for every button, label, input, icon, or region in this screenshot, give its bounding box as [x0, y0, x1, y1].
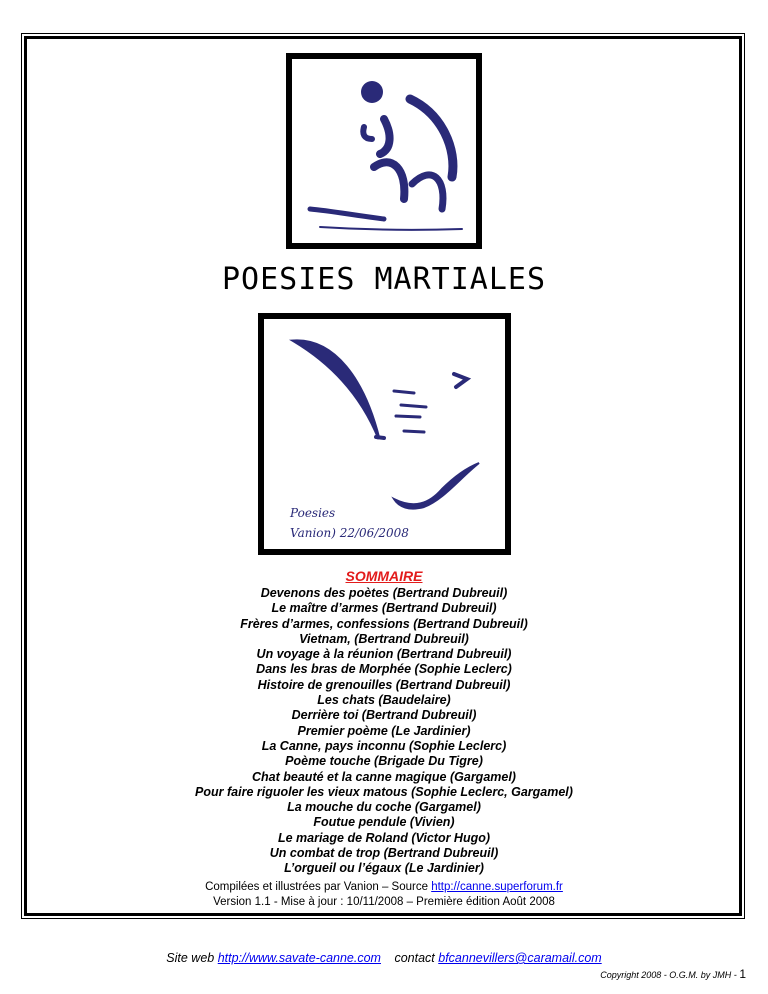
toc-item: L’orgueil ou l’égaux (Le Jardinier): [284, 861, 484, 876]
page-number: 1: [739, 967, 746, 981]
toc-item: Premier poème (Le Jardinier): [297, 723, 471, 738]
contact-email-link[interactable]: bfcannevillers@caramail.com: [438, 951, 602, 965]
toc-item: Chat beauté et la canne magique (Gargamel): [252, 769, 516, 784]
credits: [0, 880, 768, 910]
toc-item: La mouche du coche (Gargamel): [287, 800, 481, 815]
page-title: POESIES MARTIALES: [221, 262, 547, 297]
toc-item: Frères d’armes, confessions (Bertrand Dubreuil): [240, 616, 528, 631]
toc-item: Les chats (Baudelaire): [317, 693, 451, 708]
footer: [0, 951, 768, 965]
copyright-text: Copyright 2008 - O.G.M. by JMH -: [600, 970, 740, 980]
credits-text: Compilées et illustrées par Vanion – Source: [205, 881, 432, 893]
martial-figure-drawing: [286, 53, 482, 249]
toc-item: Devenons des poètes (Bertrand Dubreuil): [260, 586, 508, 600]
toc-list: [0, 586, 768, 877]
source-link[interactable]: http://canne.superforum.fr: [431, 881, 563, 893]
handwritten-title: Poesies: [290, 506, 336, 520]
copyright: [600, 967, 746, 981]
contact-label: contact: [394, 951, 439, 965]
toc-item: Le mariage de Roland (Victor Hugo): [277, 830, 491, 845]
toc-item: Dans les bras de Morphée (Sophie Leclerc): [256, 662, 512, 677]
fighter-sketch-icon: [292, 59, 476, 243]
canne-strike-drawing: [258, 313, 511, 555]
toc-item: Un combat de trop (Bertrand Dubreuil): [269, 846, 499, 861]
toc-item: Pour faire riguoler les vieux matous (Sophie Leclerc, Gargamel): [195, 784, 573, 799]
toc-item: Poème touche (Brigade Du Tigre): [285, 754, 483, 769]
handwritten-signature-date: Vanion) 22/06/2008: [290, 526, 409, 540]
site-link[interactable]: http://www.savate-canne.com: [217, 951, 381, 965]
toc-heading: SOMMAIRE: [345, 568, 423, 584]
toc-item: Derrière toi (Bertrand Dubreuil): [291, 708, 477, 723]
toc-item: Vietnam, (Bertrand Dubreuil): [299, 631, 469, 646]
toc-item: Un voyage à la réunion (Bertrand Dubreuil): [256, 647, 512, 662]
toc-item: Foutue pendule (Vivien): [313, 815, 455, 830]
toc-item: Le maître d’armes (Bertrand Dubreuil): [271, 601, 497, 616]
table-of-contents: [0, 568, 768, 877]
version-line: Version 1.1 - Mise à jour : 10/11/2008 – Première édition Août 2008: [213, 896, 555, 908]
toc-item: La Canne, pays inconnu (Sophie Leclerc): [261, 738, 507, 753]
toc-item: Histoire de grenouilles (Bertrand Dubreuil): [257, 677, 511, 692]
site-label: Site web: [166, 951, 218, 965]
credits-line-1: [0, 880, 768, 895]
canne-sketch-icon: [264, 319, 505, 549]
